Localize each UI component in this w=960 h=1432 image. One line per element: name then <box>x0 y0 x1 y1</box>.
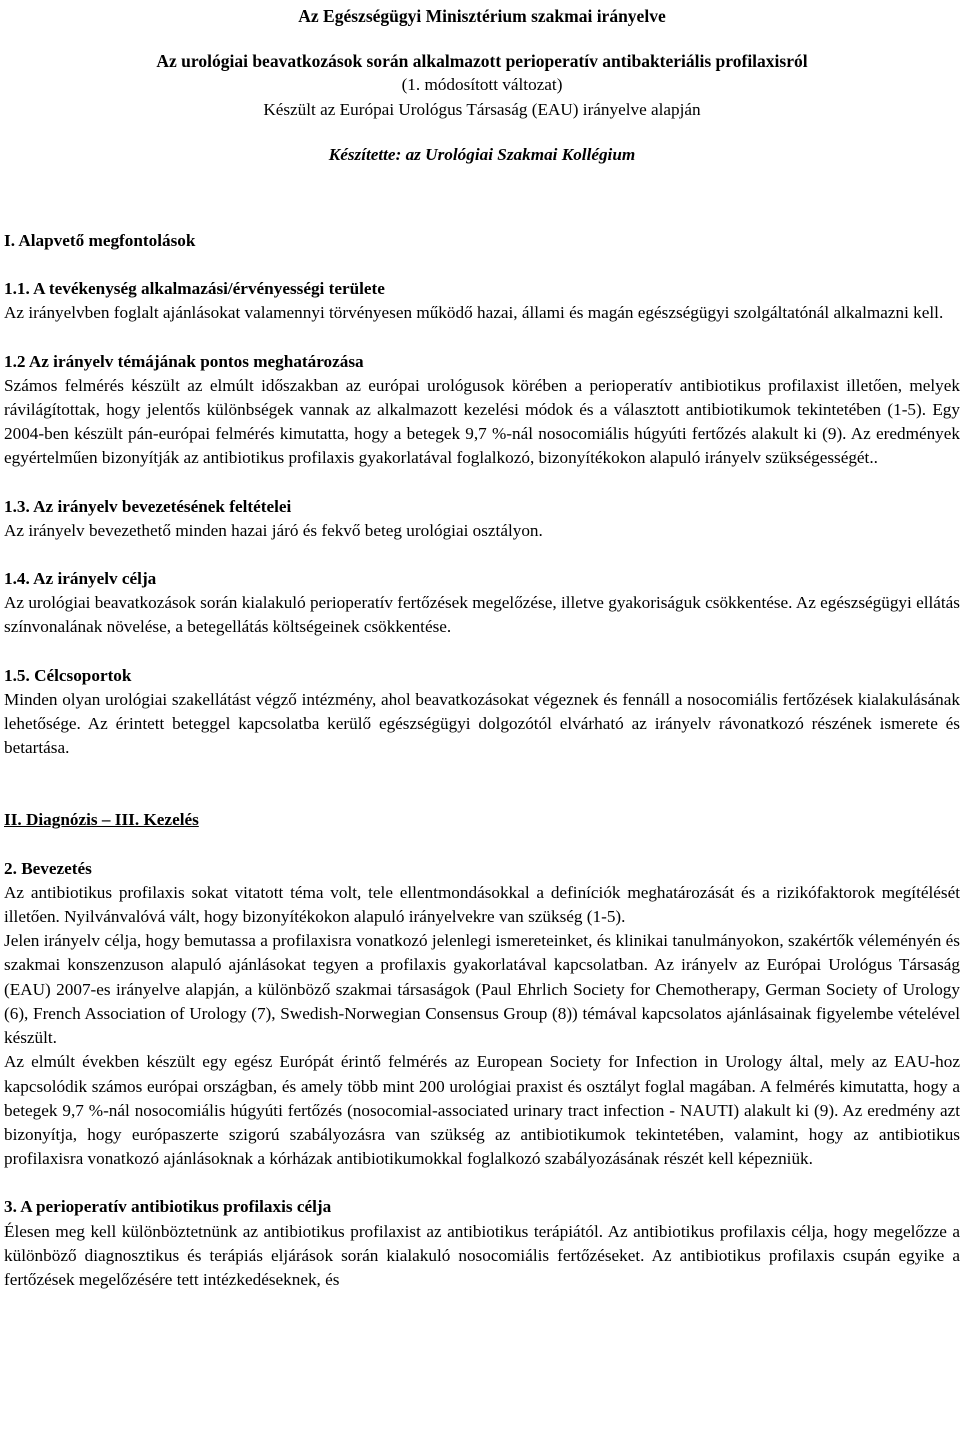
ministry-heading: Az Egészségügyi Minisztérium szakmai irányelve <box>298 6 666 26</box>
section-1-3-heading: 1.3. Az irányelv bevezetésének feltételei <box>4 496 292 516</box>
section-1-1-text: Az irányelvben foglalt ajánlásokat valamennyi törvényesen működő hazai, állami és magán egészségügyi szolgáltatónál alkalmazni kell. <box>4 303 944 323</box>
version-line: (1. módosított változat) <box>401 75 563 95</box>
section-3-heading: 3. A perioperatív antibiotikus profilaxis célja <box>4 1197 332 1217</box>
section-2-intro-heading: 2. Bevezetés <box>4 858 92 878</box>
section-1-heading: I. Alapvető megfontolások <box>4 231 196 251</box>
document-title: Az urológiai beavatkozások során alkalmazott perioperatív antibakteriális profilaxisról <box>156 51 808 72</box>
section-1-4-text: Az urológiai beavatkozások során kialakuló perioperatív fertőzések megelőzése, illetve gyakoriságuk csökkentése. Az egészségügyi ellátás színvonalának növelése, a betegellátás költségeinek csökkentése. <box>4 593 960 637</box>
section-2-paragraph-3: Az elmúlt években készült egy egész Európát érintő felmérés az European Society for Infection in Urology által, mely az EAU-hoz kapcsolódik számos európai országban, és amely több mint 200 urológiai praxist és osztályt foglal magában. A felmérés kimutatta, hogy a betegek 9,7 %-nál nosocomiális húgyúti fertőzés (nosocomial-associated urinary tract infection - NAUTI) alakult ki (9). Az eredmény azt bizonyítja, hogy európaszerte szigorú szabályozásra van szükség az antibiotikumok tekintetében, valamint, hogy az antibiotikus profilaxisra vonatkozó ajánlásoknak a kórházak antibiotikumokkal foglalkozó szabályozásának részét kell képezniük. <box>4 1052 960 1169</box>
section-1-2-text: Számos felmérés készült az elmúlt időszakban az európai urológusok körében a perioperatív antibiotikus profilaxist illetően, melyek rávilágítottak, hogy jelentős különbségek vannak az alkalmazott kezelési módok és a választott antibiotikumok tekintetében (1-5). Egy 2004-ben készült pán-európai felmérés kimutatta, hogy a betegek 9,7 %-nál nosocomiális húgyúti fertőzés alakult ki (9). Az eredmények egyértelműen bizonyítják az antibiotikus profilaxis gyakorlatával foglalkozó, bizonyítékokon alapuló irányelv szükségességét.. <box>4 375 960 468</box>
section-2-heading: II. Diagnózis – III. Kezelés <box>4 810 199 830</box>
section-2-paragraph-2: Jelen irányelv célja, hogy bemutassa a profilaxisra vonatkozó jelenlegi ismereteinket, és klinikai tanulmányokon, szakértők véleményén és szakmai konszenzuson alapuló ajánlásokat tegyen a profilaxis gyakorlatával kapcsolatban. Az irányelv az Európai Urológus Társaság (EAU) 2007-es irányelve alapján, a különböző szakmai társaságok (Paul Ehrlich Society for Chemotherapy, German Society of Urology (6), French Association of Urology (7), Swedish-Norwegian Consensus Group (8)) témával kapcsolatos ajánlásainak figyelembe vételével készült. <box>4 931 960 1048</box>
section-2-paragraph-1: Az antibiotikus profilaxis sokat vitatott téma volt, tele ellentmondásokkal a definíciók meghatározását és a rizikófaktorok megítélését illetően. Nyilvánvalóvá vált, hogy bizonyítékokon alapuló irányelvekre van szükség (1-5). <box>4 882 960 927</box>
authors-line <box>4 143 960 167</box>
section-1-2-heading: 1.2 Az irányelv témájának pontos meghatározása <box>4 351 364 371</box>
section-1-5-heading: 1.5. Célcsoportok <box>4 665 132 685</box>
section-1-4-heading: 1.4. Az irányelv célja <box>4 569 157 589</box>
section-3-text: Élesen meg kell különböztetnünk az antibiotikus profilaxist az antibiotikus terápiától. Az antibiotikus profilaxis célja, hogy megelőzze a különböző diagnosztikus és terápiás eljárások során kialakuló nosocomiális fertőzéseket. Az antibiotikus profilaxis csupán egyike a fertőzések megelőzésére tett intézkedéseknek, és <box>4 1221 960 1289</box>
authors-text: Készítette: az Urológiai Szakmai Kollégium <box>328 144 636 164</box>
section-1-3-text: Az irányelv bevezethető minden hazai járó és fekvő beteg urológiai osztályon. <box>4 520 543 540</box>
basis-line: Készült az Európai Urológus Társaság (EAU) irányelve alapján <box>263 99 701 119</box>
section-1-1-heading: 1.1. A tevékenység alkalmazási/érvényességi területe <box>4 279 385 299</box>
section-1-5-text: Minden olyan urológiai szakellátást végző intézmény, ahol beavatkozásokat végeznek és fennáll a nosocomiális fertőzések kialakulásának lehetősége. Az érintett beteggel kapcsolatba kerülő egészségügyi dolgozótól elvárható az irányelv rávonatkozó részének ismerete és betartása. <box>4 689 960 758</box>
